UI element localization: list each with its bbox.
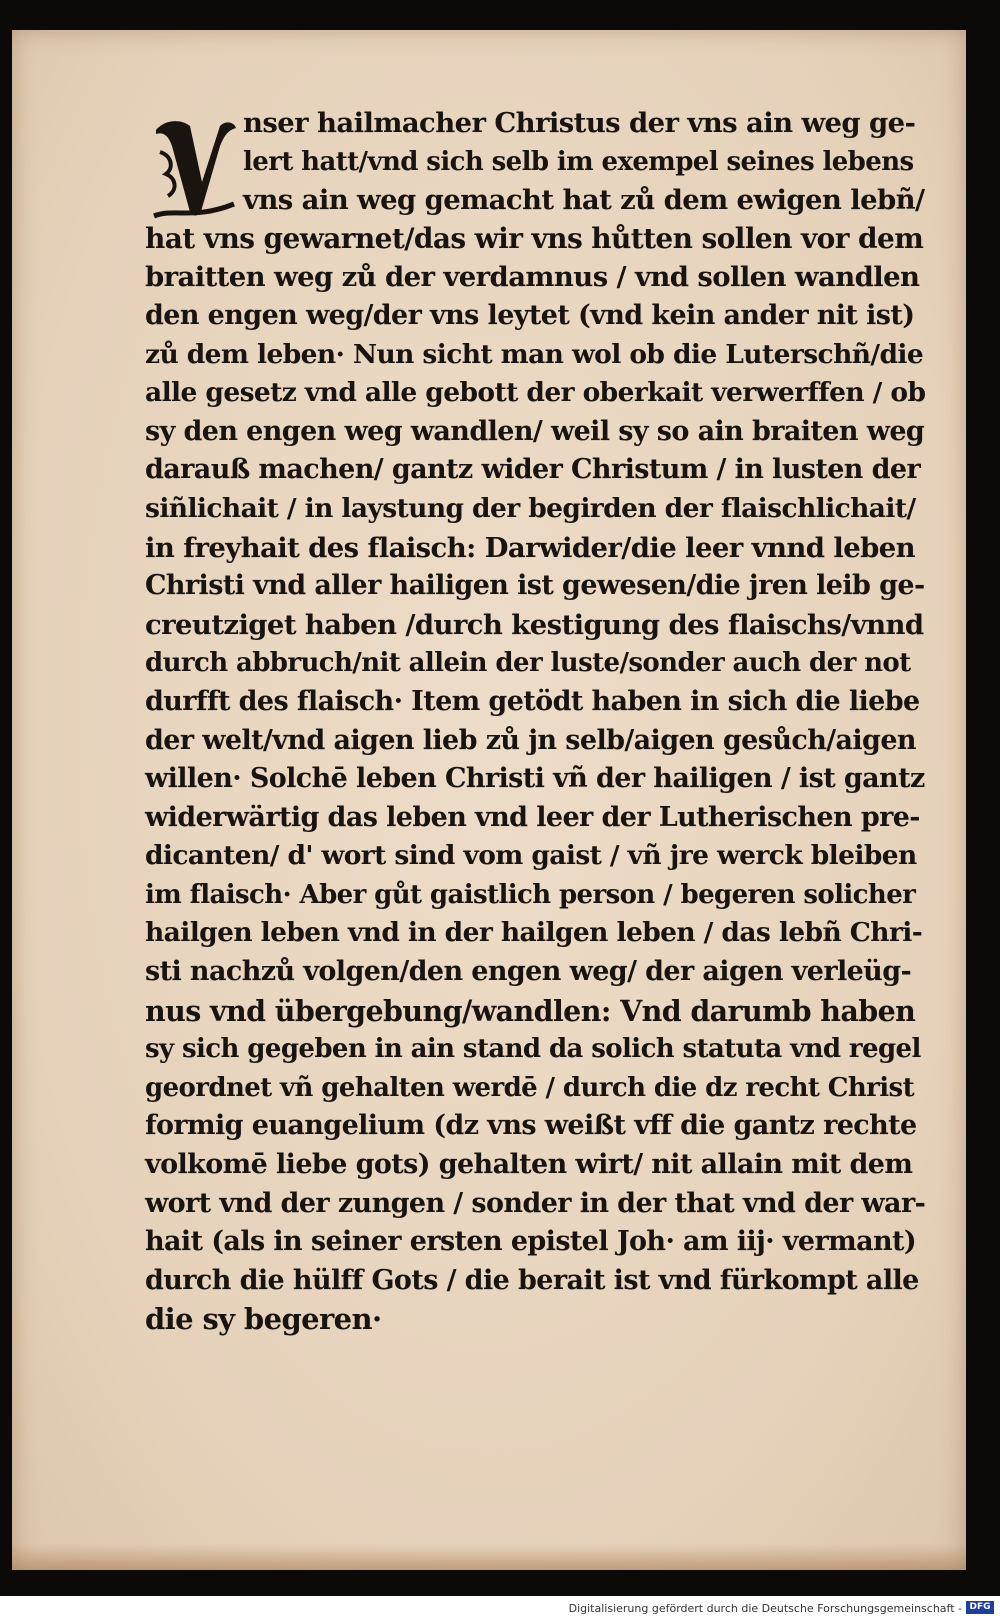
text-line: nser hailmacher Christus der vns ain weg ge- <box>243 107 916 139</box>
text-line: willen· Solchē leben Christi vñ der hailigen / ist gantz <box>145 763 925 795</box>
text-line: braitten weg zů der verdamnus / vnd sollen wandlen <box>145 261 920 294</box>
text-line: nus vnd übergebung/wandlen: Vnd darumb haben <box>145 993 916 1028</box>
footer-bar <box>0 1596 1000 1620</box>
text-line: hailgen leben vnd in der hailgen leben / das lebñ Chri- <box>145 917 923 949</box>
initial-letter-text: V <box>190 166 198 177</box>
text-line: durfft des flaisch· Item getödt haben in sich die liebe <box>145 685 920 717</box>
text-line: die sy begeren· <box>145 1302 382 1337</box>
text-line: den engen weg/der vns leytet (vnd kein ander nit ist) <box>145 299 915 331</box>
footer-credit: Digitalisierung gefördert durch die Deutsche Forschungsgemeinschaft - <box>568 1602 962 1615</box>
text-line: widerwärtig das leben vnd leer der Lutherischen pre- <box>145 801 920 833</box>
text-line: durch abbruch/nit allein der luste/sonder auch der not <box>145 648 911 679</box>
text-line: creutziget haben /durch kestigung des flaischs/vnnd <box>145 608 924 641</box>
text-line: durch die hülff Gots / die berait ist vnd fürkompt alle <box>145 1264 919 1296</box>
text-line: geordnet vñ gehalten werdē / durch die dz recht Christ <box>145 1072 914 1103</box>
text-line: lert hatt/vnd sich selb im exempel seines lebens <box>243 146 914 177</box>
text-line: formig euangelium (dz vns weißt vff die gantz rechte <box>145 1110 917 1142</box>
text-block <box>145 104 925 1339</box>
text-line: sti nachzů volgen/den engen weg/ der aigen verleüg- <box>145 956 912 988</box>
text-line: wort vnd der zungen / sonder in der that vnd der war- <box>145 1187 926 1219</box>
text-line: in freyhait des flaisch: Darwider/die leer vnnd leben <box>145 531 916 564</box>
text-line: vns ain weg gemacht hat zů dem ewigen lebñ/ <box>243 184 925 217</box>
text-line: der welt/vnd aigen lieb zů jn selb/aigen gesůch/aigen <box>145 724 916 756</box>
text-line: darauß machen/ gantz wider Christum / in lusten der <box>145 454 921 486</box>
text-line: Christi vnd aller hailigen ist gewesen/die jren leib ge- <box>145 570 925 602</box>
text-line: siñlichait / in laystung der begirden der flaischlichait/ <box>145 492 916 524</box>
text-line: im flaisch· Aber gůt gaistlich person / begeren solicher <box>145 879 916 910</box>
text-line: alle gesetz vnd alle gebott der oberkait verwerffen / ob <box>145 377 926 409</box>
text-line: sy den engen weg wandlen/ weil sy so ain braiten weg <box>145 415 925 447</box>
text-line: hait (als in seiner ersten epistel Joh· am iij· vermant) <box>145 1226 917 1258</box>
text-line: dicanten/ d' wort sind vom gaist / vñ jre werck bleiben <box>145 840 917 872</box>
text-line: volkomē liebe gots) gehalten wirt/ nit allain mit dem <box>145 1149 913 1181</box>
text-line: hat vns gewarnet/das wir vns hůtten sollen vor dem <box>145 221 924 255</box>
text-line: zů dem leben· Nun sicht man wol ob die Luterschñ/die <box>145 338 924 370</box>
dfg-logo: DFG <box>966 1601 994 1614</box>
text-line: sy sich gegeben in ain stand da solich statuta vnd regel <box>145 1034 921 1065</box>
